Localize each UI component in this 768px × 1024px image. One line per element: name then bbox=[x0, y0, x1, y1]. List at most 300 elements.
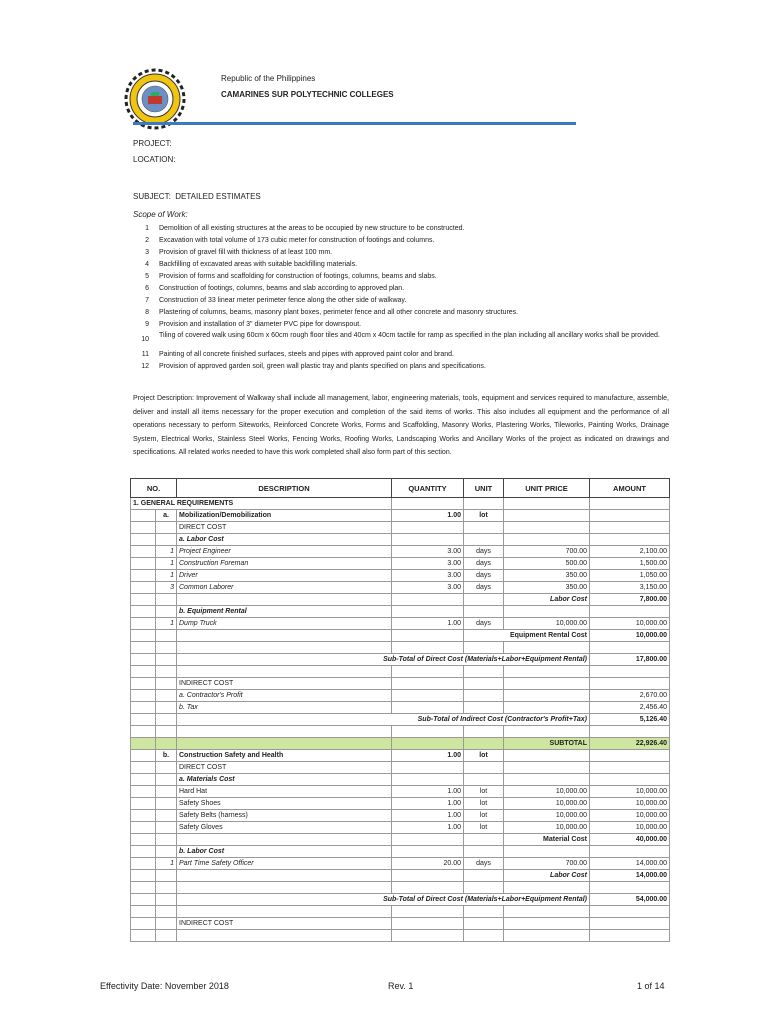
unit-cell bbox=[464, 606, 504, 618]
unit-cell bbox=[464, 726, 504, 738]
unit-cell bbox=[464, 762, 504, 774]
unit-price-cell bbox=[504, 678, 590, 690]
table-row bbox=[131, 726, 670, 738]
scope-list bbox=[133, 223, 673, 373]
item-number-cell bbox=[156, 534, 177, 546]
section-heading-cell: 1. GENERAL REQUIREMENTS bbox=[131, 498, 392, 510]
no-cell bbox=[131, 690, 156, 702]
no-cell bbox=[131, 714, 156, 726]
unit-price-cell bbox=[504, 918, 590, 930]
subject-value: DETAILED ESTIMATES bbox=[175, 192, 261, 201]
table-row bbox=[131, 618, 670, 630]
description-cell: a. Contractor's Profit bbox=[177, 690, 392, 702]
table-header-row bbox=[131, 479, 670, 498]
description-cell bbox=[177, 738, 392, 750]
description-cell bbox=[177, 594, 392, 606]
unit-cell bbox=[464, 882, 504, 894]
description-cell: b. Labor Cost bbox=[177, 846, 392, 858]
item-number-cell: 1 bbox=[156, 618, 177, 630]
unit-cell: days bbox=[464, 546, 504, 558]
item-number-cell bbox=[156, 870, 177, 882]
scope-item bbox=[133, 235, 673, 247]
scope-item-text: Provision of approved garden soil, green wall plastic tray and plants specified on plans and specifications. bbox=[159, 363, 486, 370]
scope-item-text: Excavation with total volume of 173 cubic meter for construction of footings and columns. bbox=[159, 237, 435, 244]
empty-cell bbox=[392, 498, 464, 510]
quantity-cell bbox=[392, 738, 464, 750]
description-cell bbox=[177, 834, 392, 846]
unit-price-cell: 700.00 bbox=[504, 858, 590, 870]
item-number-cell: 1 bbox=[156, 546, 177, 558]
amount-cell bbox=[590, 774, 670, 786]
description-cell bbox=[177, 882, 392, 894]
scope-item-number: 2 bbox=[145, 237, 149, 244]
description-cell: Construction Safety and Health bbox=[177, 750, 392, 762]
location-label: LOCATION: bbox=[133, 155, 176, 164]
table-row bbox=[131, 810, 670, 822]
table-row bbox=[131, 882, 670, 894]
table-row bbox=[131, 762, 670, 774]
item-number-cell bbox=[156, 690, 177, 702]
quantity-cell bbox=[392, 834, 464, 846]
item-number-cell bbox=[156, 714, 177, 726]
item-number-cell bbox=[156, 906, 177, 918]
scope-title: Scope of Work: bbox=[133, 210, 188, 219]
unit-price-cell: 700.00 bbox=[504, 546, 590, 558]
amount-cell: 1,050.00 bbox=[590, 570, 670, 582]
no-cell bbox=[131, 894, 156, 906]
unit-price-cell bbox=[504, 666, 590, 678]
no-cell bbox=[131, 774, 156, 786]
scope-item-text: Tiling of covered walk using 60cm x 60cm rough floor tiles and 40cm x 40cm tactile for ramp as specified in the plan including all ancillary works shall be provided. bbox=[159, 332, 660, 339]
unit-price-cell: 10,000.00 bbox=[504, 786, 590, 798]
amount-cell: 2,670.00 bbox=[590, 690, 670, 702]
no-cell bbox=[131, 762, 156, 774]
scope-item-text: Provision and installation of 3" diameter PVC pipe for downspout. bbox=[159, 321, 362, 328]
amount-cell bbox=[590, 882, 670, 894]
unit-cell bbox=[464, 906, 504, 918]
amount-cell: 14,000.00 bbox=[590, 858, 670, 870]
header-divider bbox=[133, 122, 576, 125]
quantity-cell: 1.00 bbox=[392, 510, 464, 522]
quantity-cell bbox=[392, 642, 464, 654]
no-cell bbox=[131, 606, 156, 618]
item-number-cell: 3 bbox=[156, 582, 177, 594]
amount-cell bbox=[590, 846, 670, 858]
no-cell bbox=[131, 834, 156, 846]
description-cell: b. Equipment Rental bbox=[177, 606, 392, 618]
table-row bbox=[131, 906, 670, 918]
item-number-cell bbox=[156, 642, 177, 654]
item-number-cell bbox=[156, 810, 177, 822]
unit-cell: lot bbox=[464, 510, 504, 522]
no-cell bbox=[131, 666, 156, 678]
item-number-cell bbox=[156, 918, 177, 930]
scope-item bbox=[133, 271, 673, 283]
subtotal-label-cell: Sub-Total of Direct Cost (Materials+Labor+Equipment Rental) bbox=[177, 894, 590, 906]
amount-cell: 10,000.00 bbox=[590, 798, 670, 810]
item-number-cell bbox=[156, 630, 177, 642]
item-number-cell bbox=[156, 774, 177, 786]
empty-cell bbox=[392, 630, 464, 642]
description-cell: DIRECT COST bbox=[177, 762, 392, 774]
no-cell bbox=[131, 582, 156, 594]
item-number-cell bbox=[156, 930, 177, 942]
table-row bbox=[131, 870, 670, 882]
table-row bbox=[131, 834, 670, 846]
description-cell: DIRECT COST bbox=[177, 522, 392, 534]
description-cell bbox=[177, 642, 392, 654]
subject-label: SUBJECT: bbox=[133, 192, 171, 201]
no-cell bbox=[131, 546, 156, 558]
quantity-cell: 3.00 bbox=[392, 570, 464, 582]
unit-cell bbox=[464, 666, 504, 678]
quantity-cell: 3.00 bbox=[392, 546, 464, 558]
amount-cell: 22,926.40 bbox=[590, 738, 670, 750]
col-unit-price: UNIT PRICE bbox=[504, 479, 590, 498]
amount-cell bbox=[590, 906, 670, 918]
amount-cell bbox=[590, 510, 670, 522]
amount-cell: 5,126.40 bbox=[590, 714, 670, 726]
item-number-cell bbox=[156, 834, 177, 846]
no-cell bbox=[131, 726, 156, 738]
table-row bbox=[131, 630, 670, 642]
item-number-cell bbox=[156, 762, 177, 774]
header-republic: Republic of the Philippines bbox=[221, 74, 316, 83]
item-number-cell bbox=[156, 678, 177, 690]
unit-price-cell: 350.00 bbox=[504, 570, 590, 582]
unit-cell: lot bbox=[464, 786, 504, 798]
subtotal-label-cell: Sub-Total of Direct Cost (Materials+Labor+Equipment Rental) bbox=[177, 654, 590, 666]
description-cell: Mobilization/Demobilization bbox=[177, 510, 392, 522]
unit-cell: days bbox=[464, 858, 504, 870]
table-row bbox=[131, 798, 670, 810]
unit-cell bbox=[464, 918, 504, 930]
unit-cell bbox=[464, 774, 504, 786]
scope-item-number: 4 bbox=[145, 261, 149, 268]
unit-cell bbox=[464, 702, 504, 714]
quantity-cell: 20.00 bbox=[392, 858, 464, 870]
description-cell: Safety Gloves bbox=[177, 822, 392, 834]
subtotal-label-cell: Sub-Total of Indirect Cost (Contractor's Profit+Tax) bbox=[177, 714, 590, 726]
quantity-cell: 3.00 bbox=[392, 558, 464, 570]
table-row bbox=[131, 498, 670, 510]
item-number-cell bbox=[156, 726, 177, 738]
table-row bbox=[131, 930, 670, 942]
col-amount: AMOUNT bbox=[590, 479, 670, 498]
scope-item-text: Painting of all concrete finished surfaces, steels and pipes with approved paint color and brand. bbox=[159, 351, 454, 358]
unit-price-cell: 10,000.00 bbox=[504, 798, 590, 810]
table-row bbox=[131, 822, 670, 834]
unit-price-cell: 500.00 bbox=[504, 558, 590, 570]
item-number-cell bbox=[156, 786, 177, 798]
no-cell bbox=[131, 870, 156, 882]
no-cell bbox=[131, 786, 156, 798]
amount-cell bbox=[590, 750, 670, 762]
scope-item bbox=[133, 361, 673, 373]
unit-price-cell: Labor Cost bbox=[504, 870, 590, 882]
item-number-cell bbox=[156, 594, 177, 606]
scope-item-number: 5 bbox=[145, 273, 149, 280]
project-description: Project Description: Improvement of Walkway shall include all management, labor, engineering materials, tools, equipment and services required to manufacture, assemble, deliver and install all items necessary for the proper execution and completion of the said items of works. This also includes all equipment and the performance of all operations necessary to perform Siteworks, Reinforced Concrete Works, Forms and Scaffolding, Masonry Works, Plastering Works, Tileworks, Painting Works, Drainage System, Electrical Works, Stainless Steel Works, Fencing Works, Roofing Works, Landscaping Works and Ancillary Works of the project as indicated on drawings and specifications. All related works needed to have this work completed shall also form part of this section. bbox=[133, 395, 669, 457]
col-unit: UNIT bbox=[464, 479, 504, 498]
unit-price-cell: 10,000.00 bbox=[504, 618, 590, 630]
footer-effectivity: Effectivity Date: November 2018 bbox=[100, 981, 229, 991]
description-cell: a. Materials Cost bbox=[177, 774, 392, 786]
scope-item-text: Construction of footings, columns, beams and slab according to approved plan. bbox=[159, 285, 405, 292]
unit-cell: lot bbox=[464, 750, 504, 762]
amount-cell bbox=[590, 726, 670, 738]
estimate-table bbox=[130, 478, 670, 942]
no-cell bbox=[131, 558, 156, 570]
table-row bbox=[131, 582, 670, 594]
scope-item-number: 8 bbox=[145, 309, 149, 316]
unit-cell bbox=[464, 534, 504, 546]
scope-item-text: Backfilling of excavated areas with suitable backfilling materials. bbox=[159, 261, 358, 268]
scope-item-text: Construction of 33 linear meter perimeter fence along the other side of walkway. bbox=[159, 297, 407, 304]
scope-item bbox=[133, 283, 673, 295]
scope-item-text: Provision of gravel fill with thickness of at least 100 mm. bbox=[159, 249, 333, 256]
table-row bbox=[131, 570, 670, 582]
description-cell bbox=[177, 906, 392, 918]
unit-cell bbox=[464, 594, 504, 606]
description-cell: Hard Hat bbox=[177, 786, 392, 798]
table-row bbox=[131, 702, 670, 714]
no-cell bbox=[131, 822, 156, 834]
item-number-cell bbox=[156, 666, 177, 678]
unit-price-cell bbox=[504, 522, 590, 534]
description-cell: Construction Foreman bbox=[177, 558, 392, 570]
description-cell: b. Tax bbox=[177, 702, 392, 714]
unit-price-cell bbox=[504, 606, 590, 618]
item-number-cell: 1 bbox=[156, 558, 177, 570]
quantity-cell: 1.00 bbox=[392, 822, 464, 834]
col-quantity: QUANTITY bbox=[392, 479, 464, 498]
table-row bbox=[131, 714, 670, 726]
empty-cell bbox=[464, 498, 504, 510]
unit-cell: lot bbox=[464, 810, 504, 822]
quantity-cell bbox=[392, 930, 464, 942]
scope-item-number: 10 bbox=[141, 336, 149, 343]
col-no: NO. bbox=[131, 479, 177, 498]
unit-price-cell bbox=[504, 906, 590, 918]
unit-cell bbox=[464, 678, 504, 690]
scope-item-number: 12 bbox=[141, 363, 149, 370]
footer-page-number: 1 of 14 bbox=[637, 981, 665, 991]
amount-cell: 14,000.00 bbox=[590, 870, 670, 882]
amount-cell: 2,100.00 bbox=[590, 546, 670, 558]
quantity-cell bbox=[392, 774, 464, 786]
description-cell: Part Time Safety Officer bbox=[177, 858, 392, 870]
no-cell bbox=[131, 702, 156, 714]
unit-cell bbox=[464, 930, 504, 942]
unit-price-cell: Material Cost bbox=[504, 834, 590, 846]
quantity-cell bbox=[392, 870, 464, 882]
no-cell bbox=[131, 810, 156, 822]
quantity-cell bbox=[392, 762, 464, 774]
quantity-cell bbox=[392, 846, 464, 858]
item-number-cell: a. bbox=[156, 510, 177, 522]
no-cell bbox=[131, 630, 156, 642]
no-cell bbox=[131, 930, 156, 942]
unit-cell: lot bbox=[464, 798, 504, 810]
scope-item-text: Provision of forms and scaffolding for construction of footings, columns, beams and slabs. bbox=[159, 273, 437, 280]
table-row bbox=[131, 654, 670, 666]
unit-price-cell: 10,000.00 bbox=[504, 822, 590, 834]
unit-price-cell bbox=[504, 882, 590, 894]
unit-price-cell: 10,000.00 bbox=[504, 810, 590, 822]
item-number-cell bbox=[156, 894, 177, 906]
amount-cell: 17,800.00 bbox=[590, 654, 670, 666]
table-row bbox=[131, 558, 670, 570]
no-cell bbox=[131, 522, 156, 534]
table-row bbox=[131, 690, 670, 702]
unit-cell bbox=[464, 834, 504, 846]
item-number-cell: 1 bbox=[156, 570, 177, 582]
quantity-cell bbox=[392, 690, 464, 702]
table-row bbox=[131, 510, 670, 522]
unit-cell bbox=[464, 738, 504, 750]
scope-item bbox=[133, 319, 673, 331]
scope-item-number: 7 bbox=[145, 297, 149, 304]
table-row bbox=[131, 786, 670, 798]
table-row bbox=[131, 918, 670, 930]
no-cell bbox=[131, 906, 156, 918]
amount-cell: 10,000.00 bbox=[590, 630, 670, 642]
unit-price-cell bbox=[504, 642, 590, 654]
unit-price-cell bbox=[504, 510, 590, 522]
scope-item bbox=[133, 223, 673, 235]
scope-item-number: 11 bbox=[141, 351, 149, 358]
table-row bbox=[131, 594, 670, 606]
unit-cell bbox=[464, 522, 504, 534]
scope-item bbox=[133, 247, 673, 259]
unit-cell: days bbox=[464, 570, 504, 582]
quantity-cell bbox=[392, 606, 464, 618]
quantity-cell bbox=[392, 726, 464, 738]
unit-price-cell bbox=[504, 930, 590, 942]
description-cell bbox=[177, 630, 392, 642]
quantity-cell: 1.00 bbox=[392, 618, 464, 630]
scope-item-number: 1 bbox=[145, 225, 149, 232]
quantity-cell: 1.00 bbox=[392, 798, 464, 810]
scope-item bbox=[133, 349, 673, 361]
no-cell bbox=[131, 918, 156, 930]
unit-price-cell: 350.00 bbox=[504, 582, 590, 594]
total-label-cell: Equipment Rental Cost bbox=[464, 630, 590, 642]
quantity-cell bbox=[392, 522, 464, 534]
description-cell: Project Engineer bbox=[177, 546, 392, 558]
amount-cell: 7,800.00 bbox=[590, 594, 670, 606]
unit-price-cell bbox=[504, 702, 590, 714]
amount-cell bbox=[590, 522, 670, 534]
item-number-cell bbox=[156, 702, 177, 714]
quantity-cell bbox=[392, 594, 464, 606]
unit-price-cell bbox=[504, 846, 590, 858]
table-row bbox=[131, 858, 670, 870]
no-cell bbox=[131, 654, 156, 666]
no-cell bbox=[131, 678, 156, 690]
quantity-cell bbox=[392, 906, 464, 918]
table-row bbox=[131, 522, 670, 534]
amount-cell: 40,000.00 bbox=[590, 834, 670, 846]
no-cell bbox=[131, 858, 156, 870]
amount-cell bbox=[590, 666, 670, 678]
item-number-cell bbox=[156, 654, 177, 666]
scope-item-number: 3 bbox=[145, 249, 149, 256]
no-cell bbox=[131, 750, 156, 762]
no-cell bbox=[131, 882, 156, 894]
item-number-cell bbox=[156, 846, 177, 858]
item-number-cell bbox=[156, 882, 177, 894]
description-cell: a. Labor Cost bbox=[177, 534, 392, 546]
table-row bbox=[131, 606, 670, 618]
table-row bbox=[131, 642, 670, 654]
description-cell bbox=[177, 726, 392, 738]
quantity-cell: 3.00 bbox=[392, 582, 464, 594]
quantity-cell bbox=[392, 918, 464, 930]
amount-cell bbox=[590, 930, 670, 942]
no-cell bbox=[131, 594, 156, 606]
description-cell: INDIRECT COST bbox=[177, 918, 392, 930]
scope-item bbox=[133, 307, 673, 319]
amount-cell: 10,000.00 bbox=[590, 618, 670, 630]
scope-item-number: 6 bbox=[145, 285, 149, 292]
footer-revision: Rev. 1 bbox=[388, 981, 414, 991]
description-cell: Common Laborer bbox=[177, 582, 392, 594]
scope-item-text: Plastering of columns, beams, masonry plant boxes, perimeter fence and all other concrete and masonry structures. bbox=[159, 309, 519, 316]
empty-cell bbox=[504, 498, 590, 510]
header-college-name: CAMARINES SUR POLYTECHNIC COLLEGES bbox=[221, 90, 394, 99]
description-cell bbox=[177, 666, 392, 678]
quantity-cell: 1.00 bbox=[392, 786, 464, 798]
item-number-cell bbox=[156, 738, 177, 750]
subject-line bbox=[133, 192, 261, 201]
no-cell bbox=[131, 618, 156, 630]
no-cell bbox=[131, 738, 156, 750]
scope-item-text: Demolition of all existing structures at the areas to be occupied by new structure to be constructed. bbox=[159, 225, 465, 232]
no-cell bbox=[131, 642, 156, 654]
item-number-cell bbox=[156, 798, 177, 810]
amount-cell bbox=[590, 642, 670, 654]
unit-price-cell bbox=[504, 534, 590, 546]
unit-cell bbox=[464, 846, 504, 858]
description-cell: Safety Belts (harness) bbox=[177, 810, 392, 822]
item-number-cell bbox=[156, 522, 177, 534]
table-row bbox=[131, 774, 670, 786]
description-cell bbox=[177, 870, 392, 882]
table-row bbox=[131, 678, 670, 690]
amount-cell: 1,500.00 bbox=[590, 558, 670, 570]
quantity-cell: 1.00 bbox=[392, 810, 464, 822]
item-number-cell bbox=[156, 822, 177, 834]
amount-cell: 10,000.00 bbox=[590, 822, 670, 834]
unit-cell: days bbox=[464, 558, 504, 570]
amount-cell bbox=[590, 606, 670, 618]
item-number-cell: 1 bbox=[156, 858, 177, 870]
unit-cell bbox=[464, 690, 504, 702]
amount-cell bbox=[590, 534, 670, 546]
quantity-cell bbox=[392, 666, 464, 678]
description-cell bbox=[177, 930, 392, 942]
amount-cell: 10,000.00 bbox=[590, 786, 670, 798]
college-seal-logo bbox=[124, 68, 186, 130]
amount-cell: 2,456.40 bbox=[590, 702, 670, 714]
item-number-cell bbox=[156, 606, 177, 618]
description-cell: Safety Shoes bbox=[177, 798, 392, 810]
scope-item bbox=[133, 295, 673, 307]
table-row bbox=[131, 534, 670, 546]
quantity-cell bbox=[392, 534, 464, 546]
